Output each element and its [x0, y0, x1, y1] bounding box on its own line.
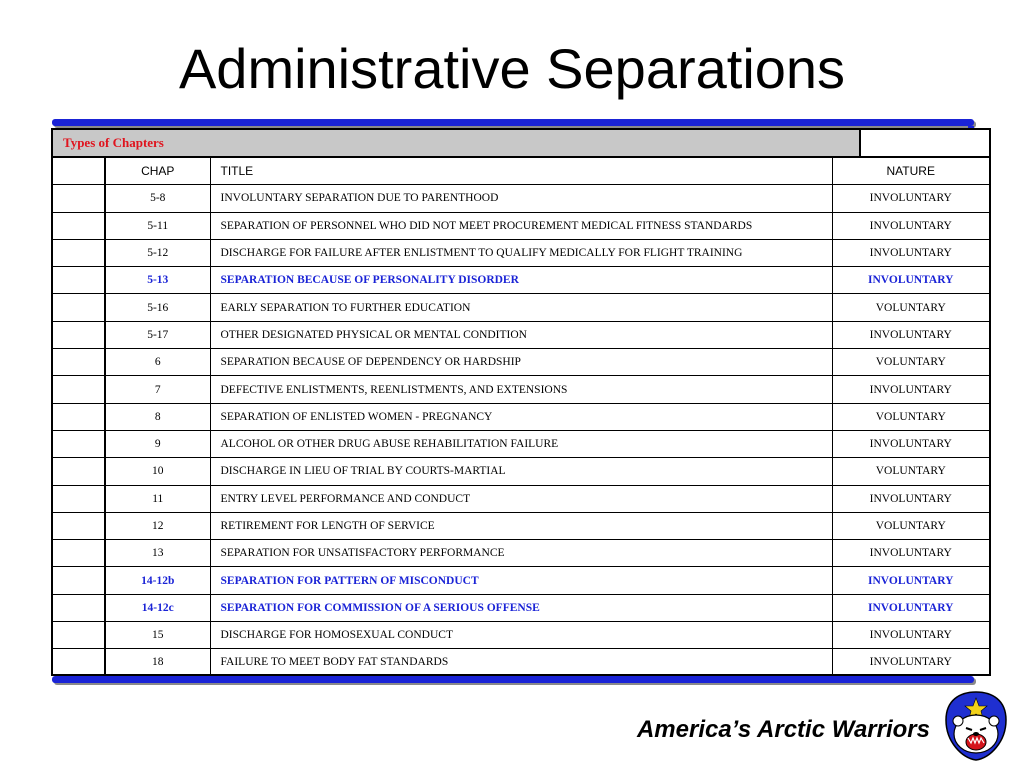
table-row — [53, 567, 989, 594]
row-title-cell: RETIREMENT FOR LENGTH OF SERVICE — [210, 512, 832, 539]
row-title-cell: ALCOHOL OR OTHER DRUG ABUSE REHABILITATION FAILURE — [210, 430, 832, 457]
row-title-cell: SEPARATION FOR UNSATISFACTORY PERFORMANCE — [210, 540, 832, 567]
row-title-cell: SEPARATION FOR COMMISSION OF A SERIOUS OFFENSE — [210, 594, 832, 621]
polar-bear-star-shoulder-patch-icon — [944, 690, 1008, 762]
row-blank-cell — [53, 321, 105, 348]
row-blank-cell — [53, 649, 105, 676]
row-blank-cell — [53, 594, 105, 621]
table-header-row — [53, 158, 989, 185]
table-row — [53, 403, 989, 430]
table-row — [53, 212, 989, 239]
row-nature-cell: VOLUNTARY — [832, 349, 989, 376]
row-nature-cell: INVOLUNTARY — [832, 567, 989, 594]
chapters-table — [53, 158, 989, 676]
table-row — [53, 594, 989, 621]
table-caption: Types of Chapters — [53, 130, 861, 158]
row-nature-cell: INVOLUNTARY — [832, 212, 989, 239]
row-nature-cell: INVOLUNTARY — [832, 485, 989, 512]
table-row — [53, 430, 989, 457]
table-row — [53, 185, 989, 212]
table-body — [53, 185, 989, 676]
row-blank-cell — [53, 512, 105, 539]
table-row — [53, 376, 989, 403]
title-column-header: TITLE — [210, 158, 832, 185]
row-chap-cell: 9 — [105, 430, 210, 457]
row-nature-cell: INVOLUNTARY — [869, 656, 952, 669]
row-chap-cell: 5-12 — [105, 239, 210, 266]
table-row — [53, 649, 989, 676]
row-title-cell: SEPARATION BECAUSE OF DEPENDENCY OR HARDSHIP — [210, 349, 832, 376]
row-blank-cell — [53, 294, 105, 321]
row-nature-cell: INVOLUNTARY — [832, 185, 989, 212]
row-nature-cell: INVOLUNTARY — [832, 430, 989, 457]
row-title-cell: DEFECTIVE ENLISTMENTS, REENLISTMENTS, AND EXTENSIONS — [210, 376, 832, 403]
table-row — [53, 294, 989, 321]
row-nature-cell: VOLUNTARY — [832, 512, 989, 539]
row-title-cell: DISCHARGE FOR FAILURE AFTER ENLISTMENT TO QUALIFY MEDICALLY FOR FLIGHT TRAINING — [210, 239, 832, 266]
row-blank-cell — [53, 212, 105, 239]
row-blank-cell — [53, 458, 105, 485]
row-blank-cell — [53, 185, 105, 212]
row-title-cell: OTHER DESIGNATED PHYSICAL OR MENTAL CONDITION — [210, 321, 832, 348]
row-nature-cell: INVOLUNTARY — [832, 267, 989, 294]
chapters-table-frame — [51, 128, 991, 676]
row-title-cell: DISCHARGE FOR HOMOSEXUAL CONDUCT — [210, 622, 832, 649]
row-blank-cell — [53, 267, 105, 294]
row-title-cell: FAILURE TO MEET BODY FAT STANDARDS — [210, 649, 832, 676]
row-blank-cell — [53, 376, 105, 403]
row-blank-cell — [53, 239, 105, 266]
row-nature-cell: INVOLUNTARY — [832, 622, 989, 649]
row-chap-cell: 13 — [105, 540, 210, 567]
bottom-accent-bar — [52, 676, 974, 683]
table-row — [53, 321, 989, 348]
row-blank-cell — [53, 540, 105, 567]
row-chap-cell: 5-11 — [105, 212, 210, 239]
row-blank-cell — [53, 430, 105, 457]
table-row — [53, 239, 989, 266]
row-chap-cell: 5-17 — [105, 321, 210, 348]
table-row — [53, 540, 989, 567]
top-accent-bar — [52, 119, 974, 126]
row-nature-cell: VOLUNTARY — [832, 458, 989, 485]
blank-column-header — [53, 158, 105, 185]
row-nature-cell: INVOLUNTARY — [832, 594, 989, 621]
nature-column-header: NATURE — [832, 158, 989, 185]
row-chap-cell: 14-12b — [105, 567, 210, 594]
row-blank-cell — [53, 485, 105, 512]
row-nature-cell: INVOLUNTARY — [832, 540, 989, 567]
row-nature-cell: INVOLUNTARY — [832, 376, 989, 403]
row-chap-cell: 14-12c — [105, 594, 210, 621]
row-blank-cell — [53, 403, 105, 430]
slide-title: Administrative Separations — [178, 37, 846, 100]
row-chap-cell: 18 — [105, 649, 210, 676]
row-chap-cell: 5-13 — [105, 267, 210, 294]
row-chap-cell: 15 — [105, 622, 210, 649]
row-title-cell: INVOLUNTARY SEPARATION DUE TO PARENTHOOD — [210, 185, 832, 212]
row-chap-cell: 7 — [105, 376, 210, 403]
row-chap-cell: 8 — [105, 403, 210, 430]
table-row — [53, 458, 989, 485]
table-caption-blank — [861, 130, 991, 158]
row-nature-cell: VOLUNTARY — [832, 294, 989, 321]
row-nature-cell: VOLUNTARY — [832, 403, 989, 430]
row-nature-cell: INVOLUNTARY — [832, 321, 989, 348]
row-title-cell: ENTRY LEVEL PERFORMANCE AND CONDUCT — [210, 485, 832, 512]
row-blank-cell — [53, 622, 105, 649]
row-chap-cell: 11 — [105, 485, 210, 512]
row-title-cell: DISCHARGE IN LIEU OF TRIAL BY COURTS-MARTIAL — [210, 458, 832, 485]
row-title-cell: SEPARATION FOR PATTERN OF MISCONDUCT — [210, 567, 832, 594]
row-blank-cell — [53, 567, 105, 594]
row-chap-cell: 12 — [105, 512, 210, 539]
row-nature-cell: INVOLUNTARY — [832, 239, 989, 266]
chap-column-header: CHAP — [105, 158, 210, 185]
footer-slogan: America’s Arctic Warriors — [636, 716, 930, 743]
table-row — [53, 485, 989, 512]
table-row — [53, 349, 989, 376]
table-row — [53, 267, 989, 294]
row-title-cell: SEPARATION OF PERSONNEL WHO DID NOT MEET PROCUREMENT MEDICAL FITNESS STANDARDS — [210, 212, 832, 239]
row-chap-cell: 10 — [105, 458, 210, 485]
table-row — [53, 622, 989, 649]
row-title-cell: SEPARATION BECAUSE OF PERSONALITY DISORDER — [210, 267, 832, 294]
row-blank-cell — [53, 349, 105, 376]
row-chap-cell: 5-8 — [105, 185, 210, 212]
row-chap-cell: 6 — [105, 349, 210, 376]
row-title-cell: EARLY SEPARATION TO FURTHER EDUCATION — [210, 294, 832, 321]
row-title-cell: SEPARATION OF ENLISTED WOMEN - PREGNANCY — [210, 403, 832, 430]
table-row — [53, 512, 989, 539]
row-chap-cell: 5-16 — [105, 294, 210, 321]
